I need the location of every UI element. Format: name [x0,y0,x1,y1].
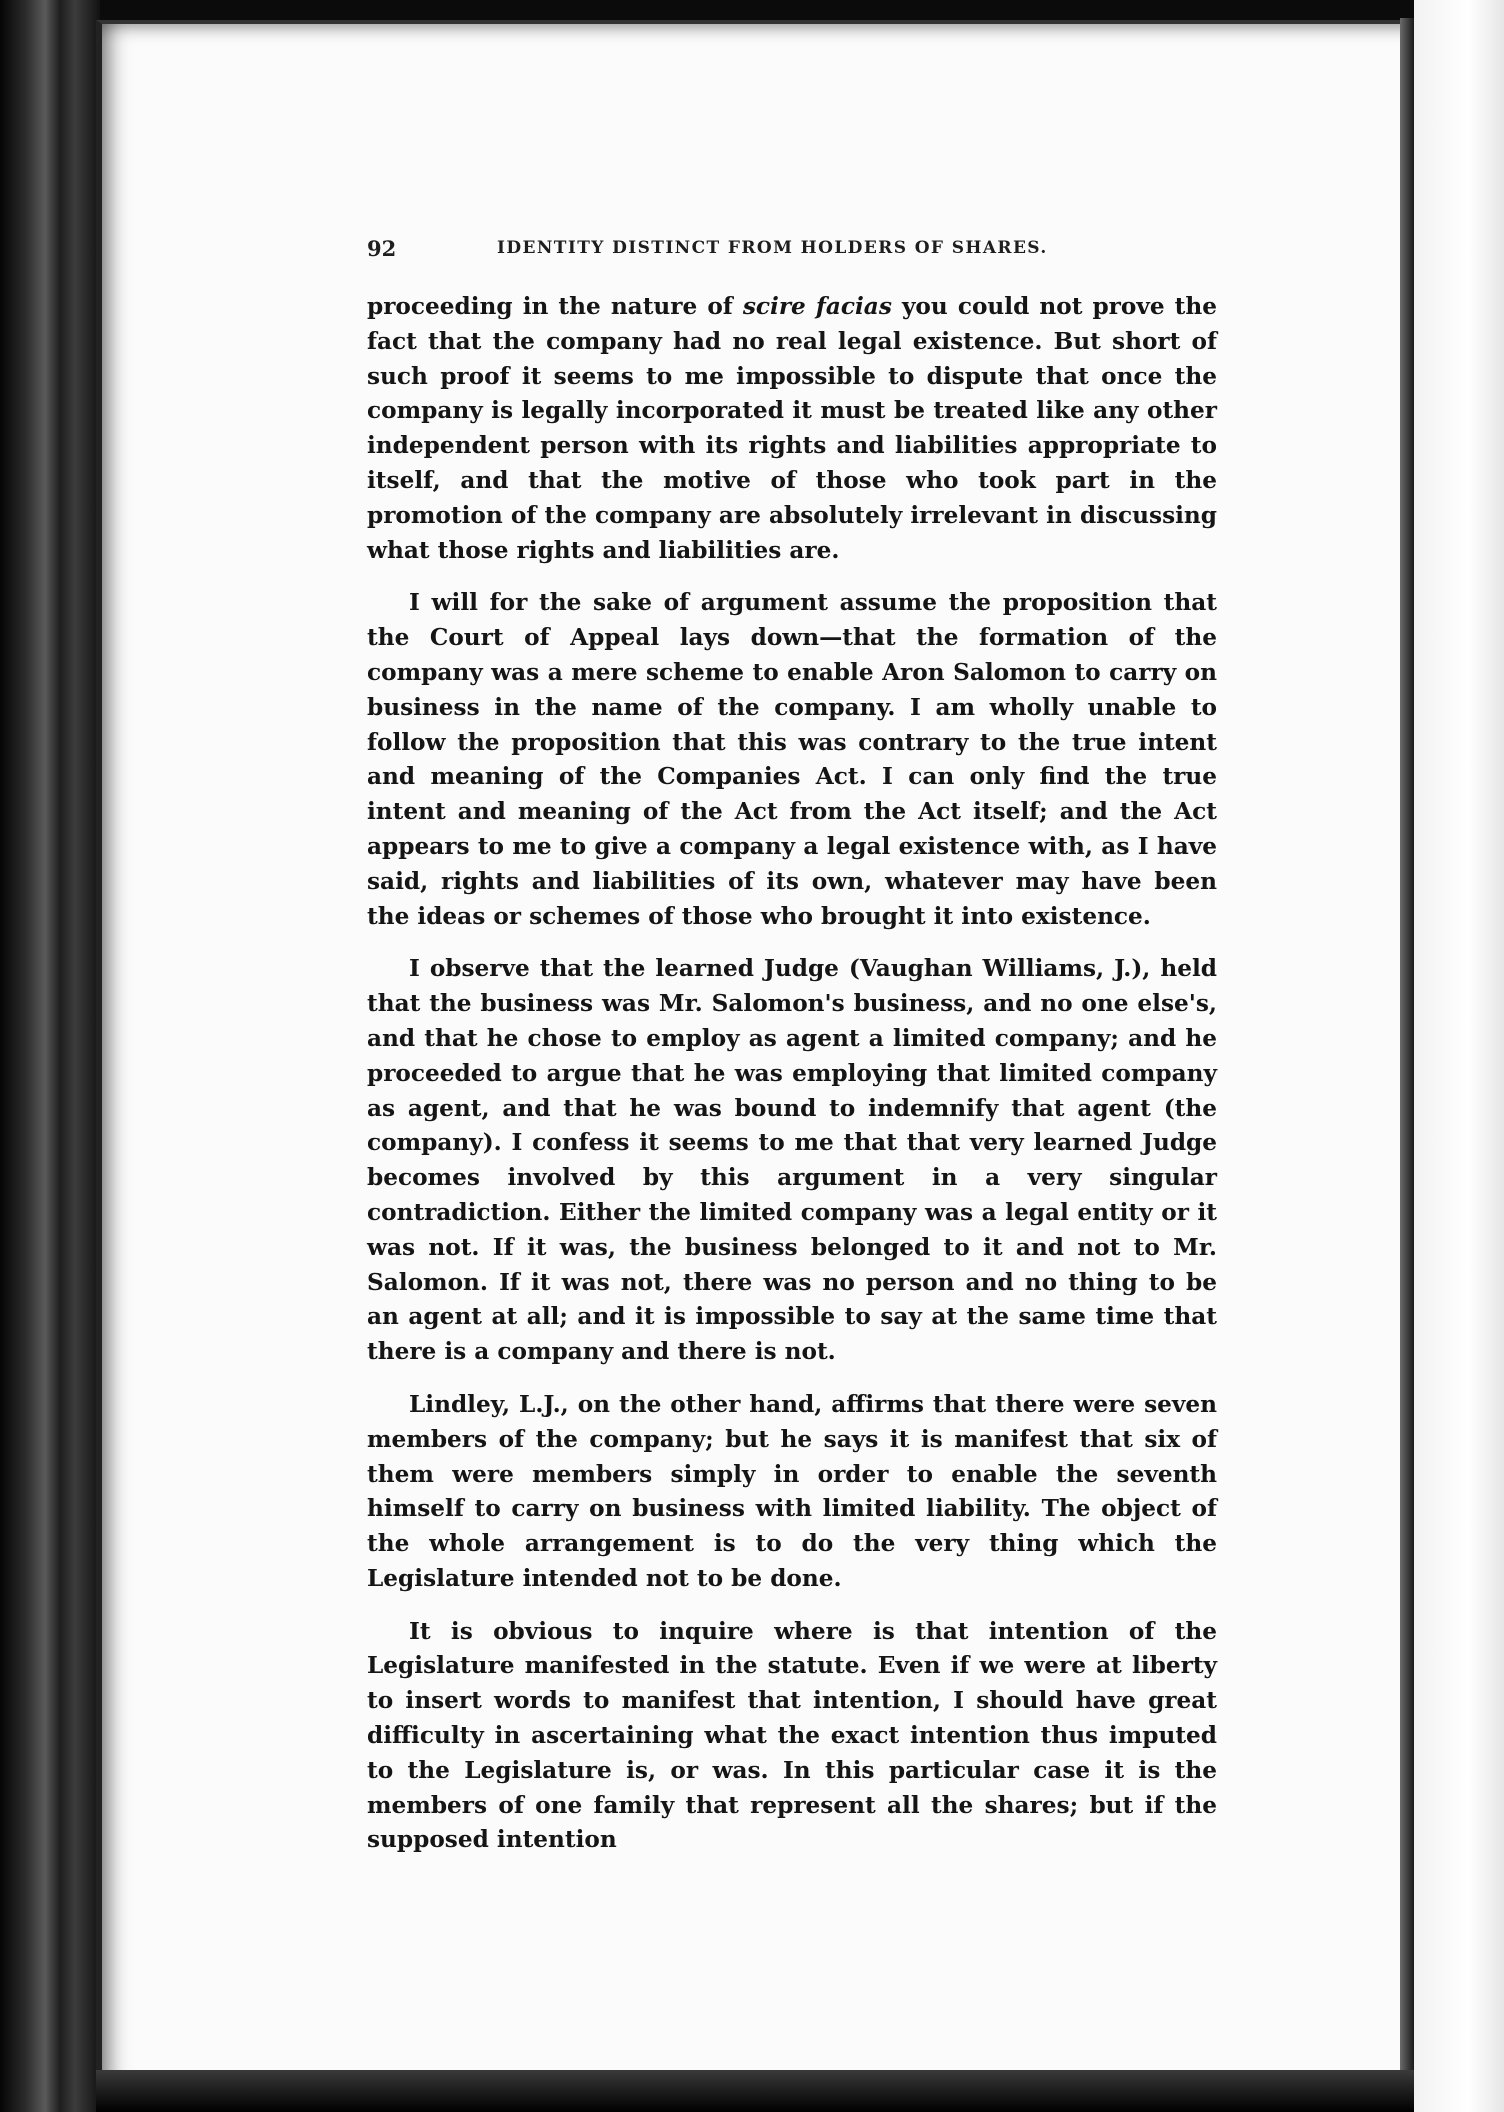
running-title: IDENTITY DISTINCT FROM HOLDERS OF SHARES. [497,238,1048,258]
paragraph-1 [367,290,1217,568]
page-edge-shadow [1400,18,1414,2082]
paragraph-1-text-start: proceeding in the nature of [367,293,743,320]
paragraph-5: It is obvious to inquire where is that intention of the Legislature manifested in the statute. Even if we were at liberty to insert words to manifest that intention, I should have great difficulty in ascertaining what the exact intention thus imputed to the Legislature is, or was. In this particular case it is the members of one family that represent all the shares; but if the supposed intention [367,1617,1217,1854]
running-head [367,232,1217,272]
page-number: 92 [367,236,397,261]
paragraph-3: I observe that the learned Judge (Vaughan Williams, J.), held that the business was Mr. Salomon's business, and no one else's, and that he chose to employ as agent a limited company; and he proceeded to argue that he was employing that limited company as agent, and that he was bound to indemnify that agent (the company). I confess it seems to me that that very learned Judge becomes involved by this argument in a very singular contradiction. Either the limited company was a legal entity or it was not. If it was, the business belonged to it and not to Mr. Salomon. If it was not, there was no person and no thing to be an agent at all; and it is impossible to say at the same time that there is a company and there is not. [367,955,1217,1366]
paragraph-4: Lindley, L.J., on the other hand, affirms that there were seven members of the company; but he says it is manifest that six of them were members simply in order to enable the seventh himself to carry on business with limited liability. The object of the whole arrangement is to do the very thing which the Legislature intended not to be done. [367,1390,1217,1592]
latin-term: scire facias [742,293,892,320]
bottom-edge-shadow [96,2070,1414,2112]
paragraph-2: I will for the sake of argument assume the proposition that the Court of Appeal lays down—that the formation of the company was a mere scheme to enable Aron Salomon to carry on business in the name of the company. I am wholly unable to follow the proposition that this was contrary to the true intent and meaning of the Companies Act. I can only find the true intent and meaning of the Act from the Act itself; and the Act appears to me to give a company a legal existence with, as I have said, rights and liabilities of its own, whatever may have been the ideas or schemes of those who brought it into existence. [367,589,1217,930]
body-text [367,290,1217,1858]
page-content [367,232,1217,1876]
book-binding-edge [0,0,100,2112]
paragraph-1-text-end: you could not prove the fact that the company had no real legal existence. But short of such proof it seems to me impossible to dispute that once the company is legally incorporated it must be treated like any other independent person with its rights and liabilities appropriate to itself, and that the motive of those who took part in the promotion of the company are absolutely irrelevant in discussing what those rights and liabilities are. [367,293,1217,564]
facing-page-strip [1414,0,1504,2112]
